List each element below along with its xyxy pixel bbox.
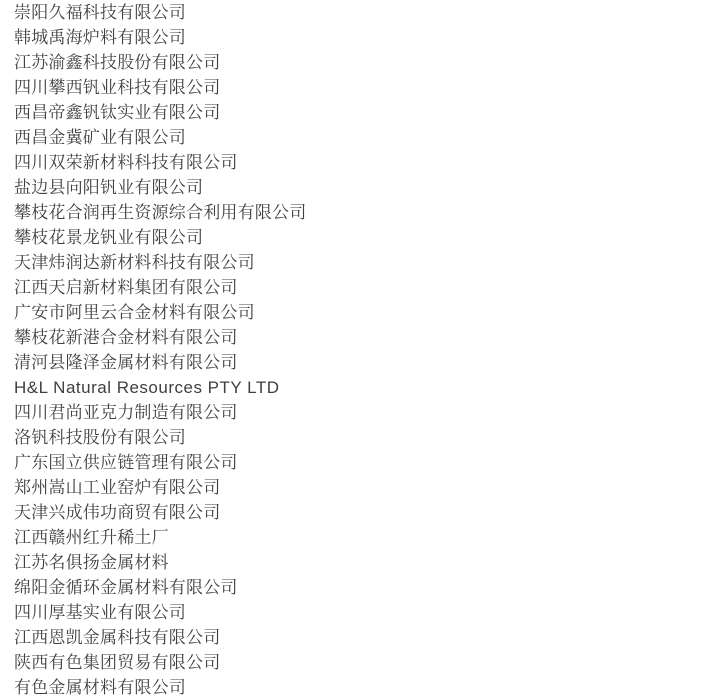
company-list-item: 攀枝花景龙钒业有限公司 [14, 228, 204, 247]
company-list-item: 江苏渝鑫科技股份有限公司 [14, 53, 221, 72]
company-list-item: 西昌帝鑫钒钛实业有限公司 [14, 103, 221, 122]
company-list-item: 攀枝花合润再生资源综合利用有限公司 [14, 203, 307, 222]
company-list-item: 四川厚基实业有限公司 [14, 603, 186, 622]
company-list-item: 攀枝花新港合金材料有限公司 [14, 328, 238, 347]
company-list-item: H&L Natural Resources PTY LTD [14, 378, 280, 397]
company-list-item: 西昌金冀矿业有限公司 [14, 128, 186, 147]
company-list-item-partial: 有色金属材料有限公司 [14, 678, 186, 697]
company-list-item: 洛钒科技股份有限公司 [14, 428, 186, 447]
company-list-item: 韩城禹海炉料有限公司 [14, 28, 186, 47]
company-list-item: 广安市阿里云合金材料有限公司 [14, 303, 255, 322]
company-list-item: 江西恩凯金属科技有限公司 [14, 628, 221, 647]
company-list-item: 四川攀西钒业科技有限公司 [14, 78, 221, 97]
company-list-item: 天津炜润达新材料科技有限公司 [14, 253, 255, 272]
company-list-item: 四川君尚亚克力制造有限公司 [14, 403, 238, 422]
company-list-item: 崇阳久福科技有限公司 [14, 3, 186, 22]
company-list-item: 江苏名俱扬金属材料 [14, 553, 169, 572]
company-list-item: 郑州嵩山工业窑炉有限公司 [14, 478, 221, 497]
company-list-item: 盐边县向阳钒业有限公司 [14, 178, 204, 197]
company-list-item: 江西赣州红升稀土厂 [14, 528, 169, 547]
company-list-item: 江西天启新材料集团有限公司 [14, 278, 238, 297]
company-list-item: 陕西有色集团贸易有限公司 [14, 653, 221, 672]
company-list-item: 天津兴成伟功商贸有限公司 [14, 503, 221, 522]
company-list-item: 广东国立供应链管理有限公司 [14, 453, 238, 472]
company-list-item: 四川双荣新材料科技有限公司 [14, 153, 238, 172]
company-list-item: 绵阳金循环金属材料有限公司 [14, 578, 238, 597]
company-list-item: 清河县隆泽金属材料有限公司 [14, 353, 238, 372]
